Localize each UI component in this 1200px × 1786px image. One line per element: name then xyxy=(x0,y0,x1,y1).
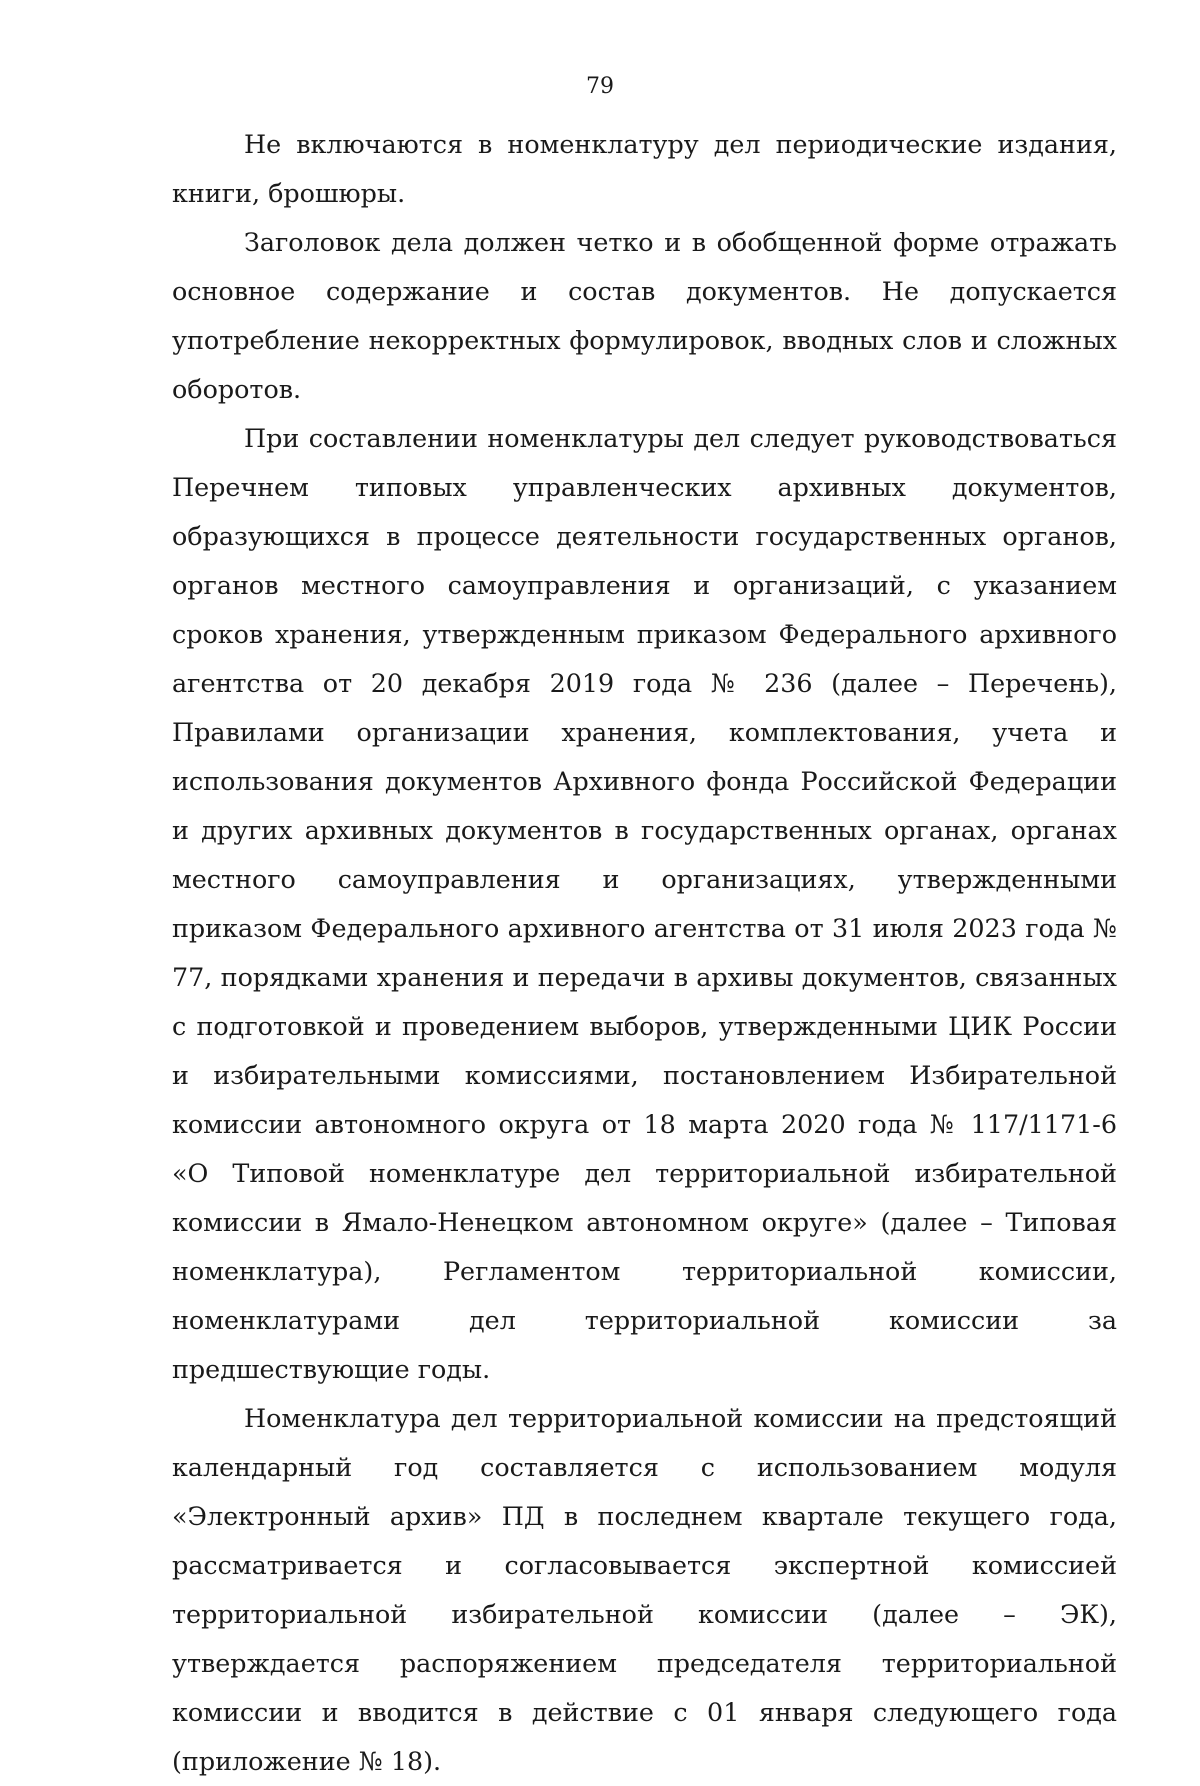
paragraph-nomenclature-procedure: Номенклатура дел территориальной комиссии на предстоящий календарный год составляется с использованием модуля «Электронный архив» ПД в последнем квартале текущего года, рассматривается и согласовывается экспертной комиссией территориальной избирательной комиссии (далее – ЭК), утверждается распоряжением председателя территориальной комиссии и вводится в действие с 01 января следующего года (приложение № 18). xyxy=(172,1403,1117,1776)
paragraph-case-title: Заголовок дела должен четко и в обобщенной форме отражать основное содержание и состав документов. Не допускается употребление некорректных формулировок, вводных слов и сложных оборотов. xyxy=(172,227,1117,404)
paragraph-guidelines: При составлении номенклатуры дел следует руководствоваться Перечнем типовых управленческих архивных документов, образующихся в процессе деятельности государственных органов, органов местного самоуправления и организаций, с указанием сроков хранения, утвержденным приказом Федерального архивного агентства от 20 декабря 2019 года № 236 (далее – Перечень), Правилами организации хранения, комплектования, учета и использования документов Архивного фонда Российской Федерации и других архивных документов в государственных органах, органах местного самоуправления и организациях, утвержденными приказом Федерального архивного агентства от 31 июля 2023 года № 77, порядками хранения и передачи в архивы документов, связанных с подготовкой и проведением выборов, утвержденными ЦИК России и избирательными комиссиями, постановлением Избирательной комиссии автономного округа от 18 марта 2020 года № 117/1171-6 «О Типовой номенклатуре дел территориальной избирательной комиссии в Ямало-Ненецком автономном округе» (далее – Типовая номенклатура), Регламентом территориальной комиссии, номенклатурами дел территориальной комиссии за предшествующие годы. xyxy=(172,423,1117,1384)
page-number: 79 xyxy=(586,74,614,99)
document-body xyxy=(172,120,1117,1786)
paragraph-excluded-items: Не включаются в номенклатуру дел периодические издания, книги, брошюры. xyxy=(172,129,1117,208)
